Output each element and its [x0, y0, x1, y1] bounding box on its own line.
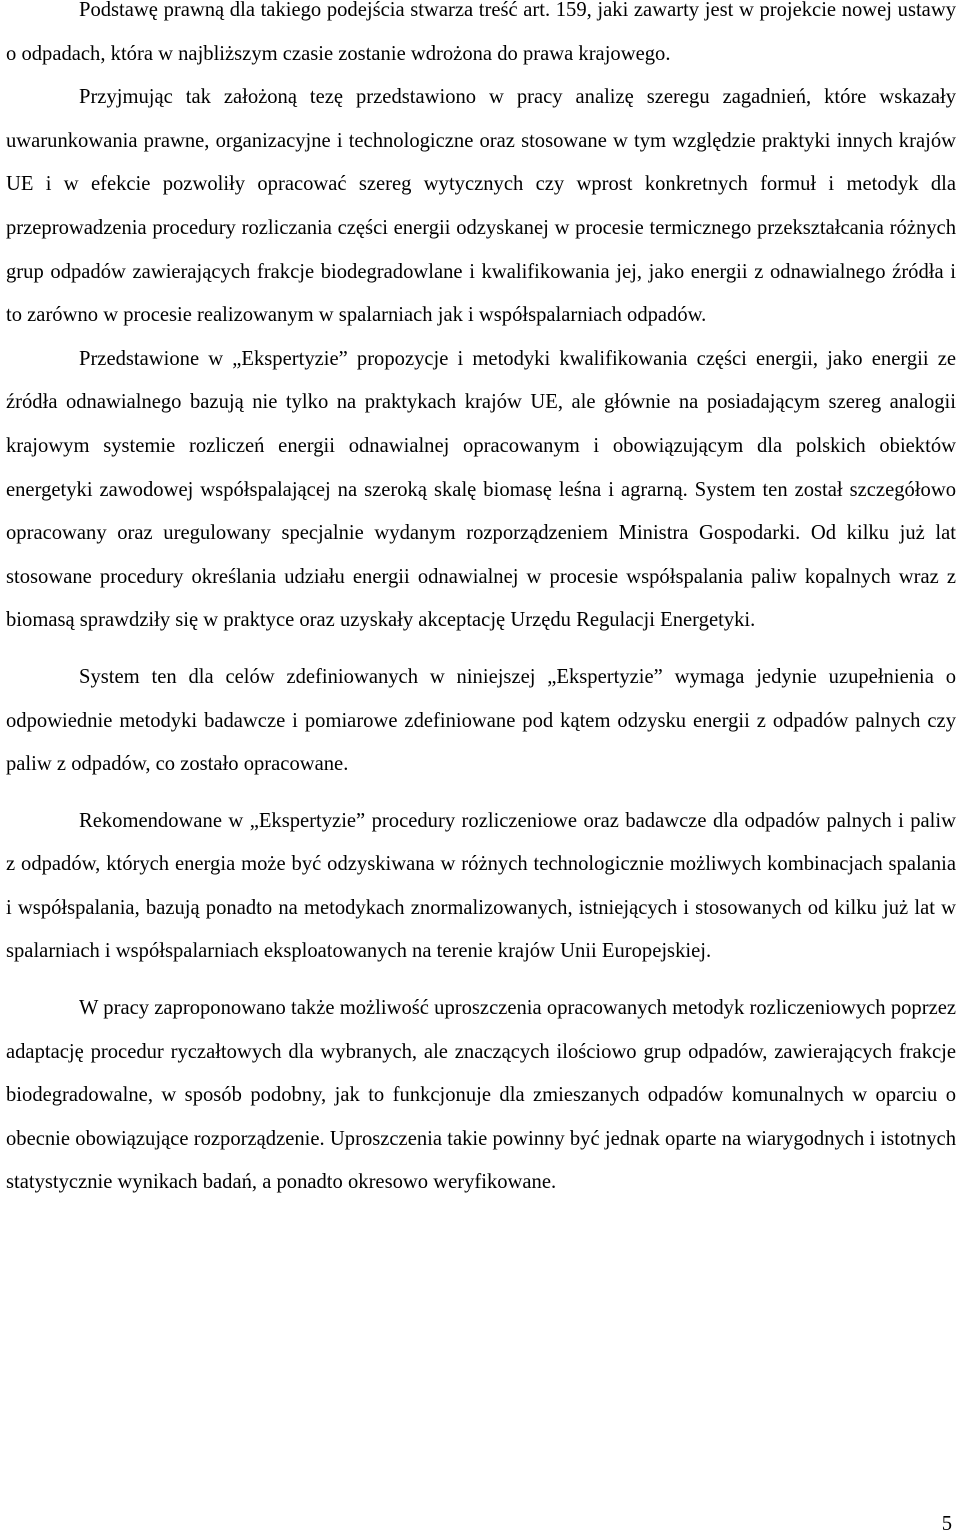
- paragraph-legal-basis: Podstawę prawną dla takiego podejścia stwarza treść art. 159, jaki zawarty jest w projekcie nowej ustawy o odpadach, która w najbliższym czasie zostanie wdrożona do prawa krajowego.: [6, 0, 956, 65]
- document-page: [6, 0, 956, 1205]
- paragraph-simplification: W pracy zaproponowano także możliwość uproszczenia opracowanych metodyk rozliczeniowych poprzez adaptację procedur ryczałtowych dla wybranych, ale znaczących ilościowo grup odpadów, zawierających frakcje biodegradowalne, w sposób podobny, jak to funkcjonuje dla zmieszanych odpadów komunalnych w oparciu o obecnie obowiązujące rozporządzenie. Uproszczenia takie powinny być jednak oparte na wiarygodnych i istotnych statystycznie wynikach badań, a ponadto okresowo weryfikowane.: [6, 997, 956, 1194]
- paragraph-analysis: Przyjmując tak założoną tezę przedstawiono w pracy analizę szeregu zagadnień, które wskazały uwarunkowania prawne, organizacyjne i technologiczne oraz stosowane w tym względzie praktyki innych krajów UE i w efekcie pozwoliły opracować szereg wytycznych czy wprost konkretnych formuł i metodyk dla przeprowadzenia procedury rozliczania części energii odzyskanej w procesie termicznego przekształcania różnych grup odpadów zawierających frakcje biodegradowlane i kwalifikowania jej, jako energii z odnawialnego źródła i to zarówno w procesie realizowanym w spalarniach jak i współspalarniach odpadów.: [6, 86, 956, 327]
- page-number: 5: [941, 1513, 952, 1535]
- paragraph-recommended-procedures: Rekomendowane w „Ekspertyzie” procedury rozliczeniowe oraz badawcze dla odpadów palnych i paliw z odpadów, których energia może być odzyskiwana w różnych technologicznie możliwych kombinacjach spalania i współspalania, bazują ponadto na metodykach znormalizowanych, istniejących i stosowanych od kilku już lat w spalarniach i współspalarniach eksploatowanych na terenie krajów Unii Europejskiej.: [6, 809, 956, 963]
- paragraph-system-supplement: System ten dla celów zdefiniowanych w niniejszej „Ekspertyzie” wymaga jedynie uzupełnienia o odpowiednie metodyki badawcze i pomiarowe zdefiniowane pod kątem odzysku energii z odpadów palnych czy paliw z odpadów, co zostało opracowane.: [6, 665, 956, 776]
- paragraph-proposals: Przedstawione w „Ekspertyzie” propozycje i metodyki kwalifikowania części energii, jako energii ze źródła odnawialnego bazują nie tylko na praktykach krajów UE, ale głównie na posiadającym szereg analogii krajowym systemie rozliczeń energii odnawialnej opracowanym i obowiązującym dla polskich obiektów energetyki zawodowej współspalającej na szeroką skalę biomasę leśna i agrarną. System ten został szczegółowo opracowany oraz uregulowany specjalnie wydanym rozporządzeniem Ministra Gospodarki. Od kilku już lat stosowane procedury określania udziału energii odnawialnej w procesie współspalania paliw kopalnych wraz z biomasą sprawdziły się w praktyce oraz uzyskały akceptację Urzędu Regulacji Energetyki.: [6, 347, 956, 632]
